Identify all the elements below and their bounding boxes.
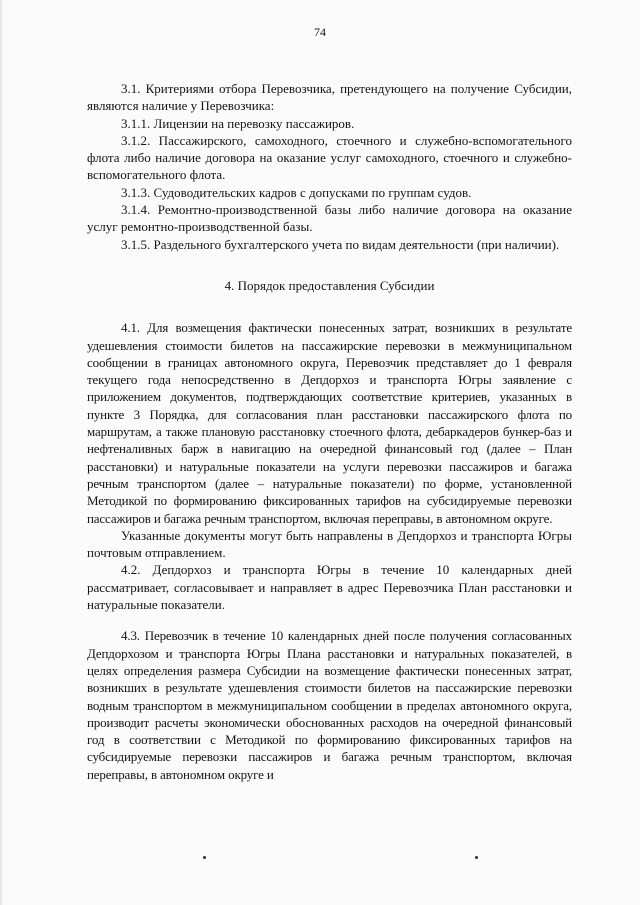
- paragraph-3-1-2: 3.1.2. Пассажирского, самоходного, стоечного и служебно-вспомогательного флота либо наличие договора на оказание услуг самоходного, стоечного и служебно-вспомогательного флота.: [87, 132, 572, 183]
- paragraph-3-1-4: 3.1.4. Ремонтно-производственной базы либо наличие договора на оказание услуг ремонтно-производственной базы.: [87, 202, 572, 235]
- section-title: 4. Порядок предоставления Субсидии: [224, 277, 435, 293]
- page-number: 74: [314, 25, 326, 39]
- scan-dot: [203, 856, 206, 859]
- scan-edge: [0, 0, 3, 905]
- paragraph-3-1-1: 3.1.1. Лицензии на перевозку пассажиров.: [121, 115, 355, 131]
- paragraph-documents-note: Указанные документы могут быть направлены в Депдорхоз и транспорта Югры почтовым отправлением.: [87, 527, 572, 561]
- document-body: [87, 80, 572, 783]
- paragraph-3-1: 3.1. Критериями отбора Перевозчика, претендующего на получение Субсидии, являются наличие у Перевозчика:: [87, 81, 572, 114]
- paragraph-4-3: 4.3. Перевозчик в течение 10 календарных дней после получения согласованных Депдорхозом и транспорта Югры Плана расстановки и натуральных показателей, в целях определения размера Субсидии на возмещение фактически понесенных затрат, возникших в результате удешевления стоимости билетов на пассажирские перевозки водным транспортом в межмуниципальном сообщении в пределах автономного округа, производит расчеты экономически обоснованных расходов на очередной финансовый год в соответствии с Методикой по формированию фиксированных тарифов на субсидируемые перевозки пассажиров и багажа речным транспортом, включая переправы, в автономном округе и: [87, 628, 572, 782]
- paragraph-3-1-5: 3.1.5. Раздельного бухгалтерского учета по видам деятельности (при наличии).: [121, 236, 560, 252]
- paragraph-3-1-3: 3.1.3. Судоводительских кадров с допусками по группам судов.: [121, 184, 472, 200]
- paragraph-4-1: 4.1. Для возмещения фактически понесенных затрат, возникших в результате удешевления стоимости билетов на пассажирские перевозки в межмуниципальном сообщении в границах автономного округа, Перевозчик представляет до 1 февраля текущего года непосредственно в Депдорхоз и транспорта Югры заявление с приложением документов, подтверждающих соответствие критериев, указанных в пункте 3 Порядка, для согласования план расстановки пассажирского флота по маршрутам, а также плановую расстановку стоечного флота, дебаркадеров бункер-баз и нефтеналивных барж в навигацию на очередной финансовый год (далее – План расстановки) и натуральные показатели на услуги перевозки пассажиров и багажа речным транспортом (далее – натуральные показатели) по форме, установленной Методикой по формированию фиксированных тарифов на субсидируемые перевозки пассажиров и багажа речным транспортом, включая переправы, в автономном округе.: [87, 320, 572, 526]
- scan-dot: [475, 856, 478, 859]
- paragraph-4-2: 4.2. Депдорхоз и транспорта Югры в течение 10 календарных дней рассматривает, согласовывает и направляет в адрес Перевозчика План расстановки и натуральные показатели.: [87, 562, 572, 613]
